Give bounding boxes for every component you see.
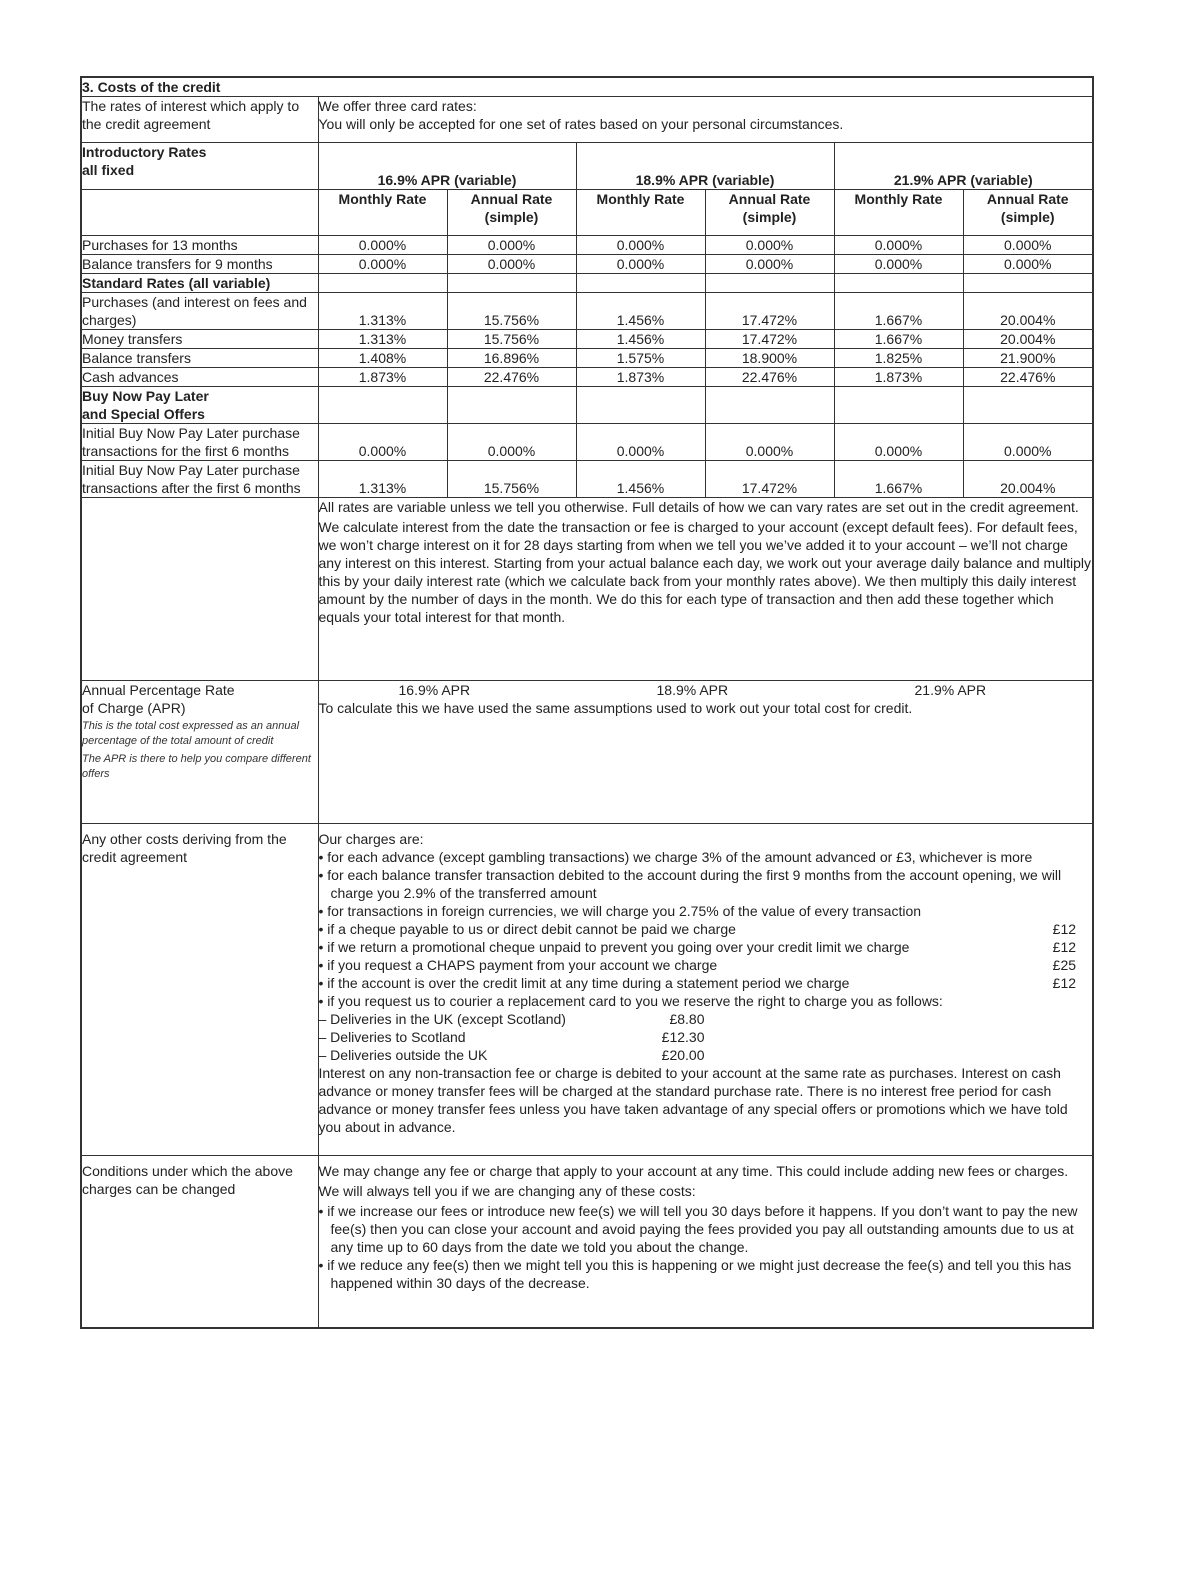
bnpl-label bbox=[81, 387, 318, 424]
col-annual-rate bbox=[705, 190, 834, 236]
delivery-item bbox=[319, 1046, 1093, 1064]
rates-note-variable: All rates are variable unless we tell you otherwise. Full details of how we can vary rates are set out in the credit agreement. bbox=[318, 499, 1079, 515]
monthly-rate-value: 1.825% bbox=[834, 349, 963, 368]
rate-row-label: Money transfers bbox=[81, 330, 318, 349]
apr-label-2: of Charge (APR) bbox=[82, 700, 186, 716]
annual-rate-value: 18.900% bbox=[705, 349, 834, 368]
rate-row bbox=[81, 330, 1093, 349]
costs-of-credit-table bbox=[80, 76, 1094, 1329]
column-header-row bbox=[81, 190, 1093, 236]
delivery-text: – Deliveries in the UK (except Scotland) bbox=[318, 1011, 566, 1027]
annual-rate-value: 20.004% bbox=[963, 330, 1093, 349]
annual-rate-value: 15.756% bbox=[447, 461, 576, 498]
interest-rates-intro-row bbox=[81, 97, 1093, 143]
delivery-text: – Deliveries outside the UK bbox=[318, 1047, 488, 1063]
annual-rate-value: 17.472% bbox=[705, 293, 834, 330]
annual-rate-value: 0.000% bbox=[447, 236, 576, 255]
rate-row bbox=[81, 293, 1093, 330]
annual-rate-value: 20.004% bbox=[963, 293, 1093, 330]
annual-rate-value: 20.004% bbox=[963, 461, 1093, 498]
annual-rate-value: 22.476% bbox=[963, 368, 1093, 387]
interest-rates-intro bbox=[318, 97, 1093, 143]
annual-rate-value: 0.000% bbox=[705, 255, 834, 274]
bnpl-label-line-1: Buy Now Pay Later bbox=[82, 388, 209, 404]
col-monthly-rate: Monthly Rate bbox=[318, 190, 447, 236]
apr-note-compare: The APR is there to help you compare different offers bbox=[82, 753, 311, 780]
fee-text: • if we return a promotional cheque unpaid to prevent you going over your credit limit we charge bbox=[318, 939, 910, 955]
conditions-content bbox=[318, 1156, 1093, 1328]
conditions-change: We may change any fee or charge that apply to your account at any time. This could include adding new fees or charges. bbox=[318, 1163, 1069, 1179]
monthly-rate-value: 0.000% bbox=[576, 255, 705, 274]
interest-rates-label: The rates of interest which apply to the credit agreement bbox=[81, 97, 318, 143]
col-annual-line-2: (simple) bbox=[742, 209, 797, 225]
introductory-rates-line-1: Introductory Rates bbox=[82, 144, 207, 160]
rates-note-calculation: We calculate interest from the date the transaction or fee is charged to your account (except default fees). For default fees, we won’t charge interest on it for 28 days starting from when we tell you we’ve added it to your account – we’ll not charge any interest on this interest. Starting from your actual balance each day, we work out your average daily balance and multiply this by your daily interest rate (which we calculate back from your monthly rates above). We then multiply this daily interest amount by the number of days in the month. We do this for each type of transaction and then add these together which equals your total interest for that month. bbox=[318, 519, 1091, 625]
apr-note-total-cost: This is the total cost expressed as an annual percentage of the total amount of credit bbox=[82, 720, 300, 747]
col-annual-line-1: Annual Rate bbox=[728, 191, 811, 207]
apr-label-1: Annual Percentage Rate bbox=[82, 682, 235, 698]
col-annual-line-2: (simple) bbox=[484, 209, 539, 225]
monthly-rate-value: 1.575% bbox=[576, 349, 705, 368]
monthly-rate-value: 1.667% bbox=[834, 330, 963, 349]
col-annual-line-2: (simple) bbox=[1000, 209, 1055, 225]
monthly-rate-value: 1.456% bbox=[576, 293, 705, 330]
monthly-rate-value: 1.873% bbox=[318, 368, 447, 387]
annual-rate-value: 21.900% bbox=[963, 349, 1093, 368]
charges-intro: Our charges are: bbox=[318, 831, 424, 847]
monthly-rate-value: 1.873% bbox=[834, 368, 963, 387]
apr-row bbox=[81, 681, 1093, 824]
fee-amount: £25 bbox=[1052, 957, 1077, 973]
section-title: 3. Costs of the credit bbox=[81, 77, 1093, 97]
conditions-row bbox=[81, 1156, 1093, 1328]
annual-rate-value: 22.476% bbox=[447, 368, 576, 387]
charge-courier: • if you request us to courier a replacement card to you we reserve the right to charge you as follows: bbox=[318, 993, 943, 1009]
rate-row bbox=[81, 236, 1093, 255]
other-costs-label: Any other costs deriving from the credit agreement bbox=[81, 824, 318, 1156]
section-title-row bbox=[81, 77, 1093, 97]
annual-rate-value: 17.472% bbox=[705, 461, 834, 498]
fee-text: • if you request a CHAPS payment from your account we charge bbox=[318, 957, 718, 973]
fee-item bbox=[319, 920, 1093, 938]
introductory-rates-line-2: all fixed bbox=[82, 162, 135, 178]
monthly-rate-value: 0.000% bbox=[576, 236, 705, 255]
standard-rates-label: Standard Rates (all variable) bbox=[81, 274, 318, 293]
fee-item bbox=[319, 938, 1093, 956]
apr-value-2: 18.9% APR bbox=[656, 682, 729, 698]
annual-rate-value: 0.000% bbox=[705, 424, 834, 461]
column-header-empty bbox=[81, 190, 318, 236]
rate-row bbox=[81, 368, 1093, 387]
credit-costs-document bbox=[80, 76, 1092, 1329]
apr-values-cell bbox=[318, 681, 1093, 824]
rate-row-label: Purchases (and interest on fees and charges) bbox=[81, 293, 318, 330]
conditions-label: Conditions under which the above charges can be changed bbox=[81, 1156, 318, 1328]
monthly-rate-value: 1.667% bbox=[834, 293, 963, 330]
monthly-rate-value: 1.313% bbox=[318, 330, 447, 349]
apr-tier-3: 21.9% APR (variable) bbox=[834, 143, 1093, 190]
apr-value-1: 16.9% APR bbox=[398, 682, 471, 698]
standard-rates-header-row bbox=[81, 274, 1093, 293]
fee-amount: £12 bbox=[1052, 921, 1077, 937]
interest-on-fees: Interest on any non-transaction fee or charge is debited to your account at the same rate as purchases. Interest on cash advance or money transfer fees will be charged at the standard purchase rate. There is no interest free period for cash advance or money transfer fees unless you have taken advantage of any special offers or promotions which we have told you about in advance. bbox=[318, 1065, 1068, 1135]
other-costs-content bbox=[318, 824, 1093, 1156]
fee-item bbox=[319, 956, 1093, 974]
fee-text: • if the account is over the credit limit at any time during a statement period we charge bbox=[318, 975, 850, 991]
bnpl-header-row bbox=[81, 387, 1093, 424]
bnpl-rows bbox=[81, 424, 1093, 498]
other-costs-row bbox=[81, 824, 1093, 1156]
rates-notes-empty bbox=[81, 498, 318, 681]
annual-rate-value: 0.000% bbox=[963, 236, 1093, 255]
monthly-rate-value: 0.000% bbox=[834, 255, 963, 274]
monthly-rate-value: 1.408% bbox=[318, 349, 447, 368]
col-annual-rate bbox=[963, 190, 1093, 236]
apr-values bbox=[319, 681, 1093, 699]
delivery-amount: £20.00 bbox=[661, 1047, 705, 1063]
introductory-rates-label bbox=[81, 143, 318, 190]
rate-row-label: Balance transfers for 9 months bbox=[81, 255, 318, 274]
rate-row bbox=[81, 424, 1093, 461]
monthly-rate-value: 0.000% bbox=[834, 424, 963, 461]
rate-row bbox=[81, 461, 1093, 498]
annual-rate-value: 15.756% bbox=[447, 293, 576, 330]
apr-tier-1: 16.9% APR (variable) bbox=[318, 143, 576, 190]
annual-rate-value: 16.896% bbox=[447, 349, 576, 368]
fee-text: • if a cheque payable to us or direct debit cannot be paid we charge bbox=[318, 921, 736, 937]
rate-row-label: Cash advances bbox=[81, 368, 318, 387]
intro-rates-rows bbox=[81, 236, 1093, 274]
col-monthly-rate: Monthly Rate bbox=[576, 190, 705, 236]
rate-row bbox=[81, 255, 1093, 274]
annual-rate-value: 22.476% bbox=[705, 368, 834, 387]
apr-value-3: 21.9% APR bbox=[914, 682, 987, 698]
col-annual-rate bbox=[447, 190, 576, 236]
monthly-rate-value: 1.313% bbox=[318, 293, 447, 330]
fee-item bbox=[319, 974, 1093, 992]
rate-row-label: Initial Buy Now Pay Later purchase transactions after the first 6 months bbox=[81, 461, 318, 498]
monthly-rate-value: 0.000% bbox=[318, 424, 447, 461]
annual-rate-value: 0.000% bbox=[447, 255, 576, 274]
apr-assumptions: To calculate this we have used the same assumptions used to work out your total cost for credit. bbox=[318, 700, 913, 716]
monthly-rate-value: 1.456% bbox=[576, 461, 705, 498]
monthly-rate-value: 0.000% bbox=[576, 424, 705, 461]
apr-label-cell bbox=[81, 681, 318, 824]
annual-rate-value: 0.000% bbox=[705, 236, 834, 255]
delivery-text: – Deliveries to Scotland bbox=[318, 1029, 466, 1045]
intro-line-2: You will only be accepted for one set of rates based on your personal circumstances. bbox=[318, 116, 844, 132]
monthly-rate-value: 0.000% bbox=[834, 236, 963, 255]
monthly-rate-value: 1.667% bbox=[834, 461, 963, 498]
delivery-amount: £12.30 bbox=[661, 1029, 705, 1045]
delivery-amount: £8.80 bbox=[669, 1011, 705, 1027]
monthly-rate-value: 1.456% bbox=[576, 330, 705, 349]
intro-line-1: We offer three card rates: bbox=[318, 98, 477, 114]
annual-rate-value: 15.756% bbox=[447, 330, 576, 349]
annual-rate-value: 17.472% bbox=[705, 330, 834, 349]
monthly-rate-value: 0.000% bbox=[318, 236, 447, 255]
annual-rate-value: 0.000% bbox=[447, 424, 576, 461]
bnpl-label-line-2: and Special Offers bbox=[82, 406, 205, 422]
col-annual-line-1: Annual Rate bbox=[470, 191, 553, 207]
fee-amount: £12 bbox=[1052, 939, 1077, 955]
annual-rate-value: 0.000% bbox=[963, 424, 1093, 461]
rate-row-label: Initial Buy Now Pay Later purchase transactions for the first 6 months bbox=[81, 424, 318, 461]
col-annual-line-1: Annual Rate bbox=[986, 191, 1069, 207]
standard-rates-rows bbox=[81, 293, 1093, 387]
monthly-rate-value: 1.313% bbox=[318, 461, 447, 498]
annual-rate-value: 0.000% bbox=[963, 255, 1093, 274]
col-monthly-rate: Monthly Rate bbox=[834, 190, 963, 236]
conditions-notify: We will always tell you if we are changing any of these costs: bbox=[318, 1183, 696, 1199]
conditions-reduce: • if we reduce any fee(s) then we might tell you this is happening or we might just decrease the fee(s) and tell you this has happened within 30 days of the decrease. bbox=[318, 1257, 1072, 1291]
rate-row bbox=[81, 349, 1093, 368]
apr-tier-2: 18.9% APR (variable) bbox=[576, 143, 834, 190]
charge-balance-transfer: • for each balance transfer transaction debited to the account during the first 9 months from the account opening, we will charge you 2.9% of the transferred amount bbox=[318, 867, 1062, 901]
charge-advance: • for each advance (except gambling transactions) we charge 3% of the amount advanced or £3, whichever is more bbox=[318, 849, 1033, 865]
delivery-item bbox=[319, 1028, 1093, 1046]
monthly-rate-value: 1.873% bbox=[576, 368, 705, 387]
rate-row-label: Purchases for 13 months bbox=[81, 236, 318, 255]
conditions-increase: • if we increase our fees or introduce new fee(s) we will tell you 30 days before it happens. If you don’t want to pay the new fee(s) then you can close your account and avoid paying the fees provided you pay all outstanding amounts due to us at any time up to 60 days from the date we told you about the change. bbox=[318, 1203, 1078, 1255]
charge-foreign-currency: • for transactions in foreign currencies, we will charge you 2.75% of the value of every transaction bbox=[318, 903, 922, 919]
monthly-rate-value: 0.000% bbox=[318, 255, 447, 274]
rates-notes-row bbox=[81, 498, 1093, 681]
rate-row-label: Balance transfers bbox=[81, 349, 318, 368]
apr-tiers-header-row bbox=[81, 143, 1093, 190]
fee-amount: £12 bbox=[1052, 975, 1077, 991]
delivery-item bbox=[319, 1010, 1093, 1028]
rates-notes bbox=[318, 498, 1093, 681]
